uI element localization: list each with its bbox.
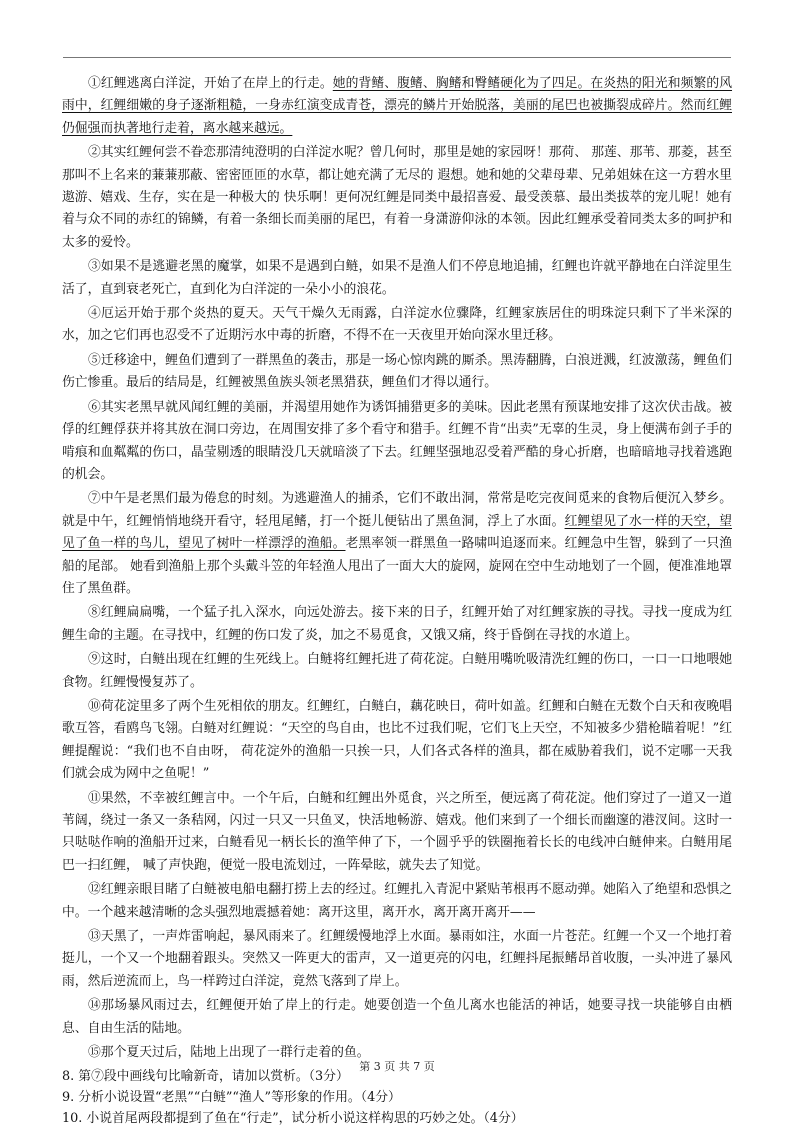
paragraph-13 bbox=[62, 926, 732, 993]
paragraph-text: ②其实红鲤何尝不眷恋那清纯澄明的白洋淀水呢？曾几何时，那里是她的家园呀！那荷、 那莲、那苇、那菱，甚至那叫不上名来的蒹蒹那蔽、密密匝匝的水草，都让她充满了无尽的 遐想。她和她的父辈母辈、兄弟姐妹在这一方碧水里遨游、嬉戏、生存，实在是一种极大的 快乐啊！更何况红鲤是同类中最招喜爱、最受羡慕、最出类拔萃的宠儿呢！她有着与众不同的赤红的锦鳞，有着一条细长而美丽的尾巴，有着一身潇游仰泳的本领。因此红鲤承受着同类太多的呵护和太多的爱怜。 bbox=[62, 145, 732, 250]
question-8: 8. 第⑦段中画线句比喻新奇，请加以赏析。（3分） bbox=[62, 1069, 349, 1085]
paragraph-9 bbox=[62, 649, 732, 694]
paragraph-10 bbox=[62, 696, 732, 786]
paragraph-text: ③如果不是逃避老黑的魔掌，如果不是遇到白鲢，如果不是渔人们不停息地追捕，红鲤也许就平静地在白洋淀里生活了，直到衰老死亡，直到化为白洋淀的一朵小小的浪花。 bbox=[62, 259, 732, 297]
paragraph-text: ④厄运开始于那个炎热的夏天。天气干燥久无雨露，白洋淀水位骤降，红鲤家族居住的明珠淀只剩下了半米深的水，加之它们再也忍受不了近期污水中毒的折磨，不得不在一天夜里开始向深水里迁移。 bbox=[62, 306, 732, 344]
paragraph-text: ⑤迁移途中，鲤鱼们遭到了一群黑鱼的袭击，那是一场心惊肉跳的厮杀。黑涛翻腾，白浪迸溅，红波激荡，鲤鱼们伤亡惨重。最后的结局是，红鲤被黑鱼族头领老黑猎获，鲤鱼们才得以通行。 bbox=[62, 352, 732, 391]
paragraph-14 bbox=[62, 995, 732, 1040]
story-paragraphs bbox=[62, 73, 732, 1064]
paragraph-1 bbox=[62, 73, 732, 140]
paragraph-5 bbox=[62, 350, 732, 395]
paragraph-text: ⑪果然，不幸被红鲤言中。一个午后，白鲢和红鲤出外觅食，兴之所至，便远离了荷花淀。他们穿过了一道又一道苇阔，绕过一条又一条秸网，闪过一只又一只鱼叉，快活地畅游、嬉戏。他们来到了一个细长而幽邃的港汊间。这时一只哒哒作响的渔船开过来，白鲢看见一柄长长的渔竿伸了下，一个圆乎乎的铁圈拖着长长的电线冲白鲢伸来。白鲢用尾巴一扫红鲤， 喊了声快跑，便觉一股电流划过，一阵晕眩，就失去了知觉。 bbox=[62, 790, 732, 873]
paragraph-text: ⑩荷花淀里多了两个生死相依的朋友。红鲤红，白鲢白，藕花映日，荷叶如盖。红鲤和白鲢在无数个白天和夜晚唱歌互答，看鸥鸟飞翎。白鲢对红鲤说：“天空的鸟自由，也比不过我们呢，它们飞上天空，不知被多少猎枪瞄着呢！”红鲤提醒说：“我们也不自由呀， 荷花淀外的渔船一只挨一只，人们各式各样的渔具，都在威胁着我们，说不定哪一天我们就会成为网中之鱼呢！” bbox=[62, 698, 732, 782]
paragraph-3 bbox=[62, 256, 732, 301]
underlined-text: 在炎热的阳光和频繁的风雨中，红鲤细嫩的身子逐渐粗糙，一身赤红演变成青苍，漂亮的鳞片开始脱落，美丽的尾巴也被撕裂成碎片。然而红鲤仍倔强而执著地行走着，离水越来越远。 bbox=[62, 76, 733, 136]
question-9: 9. 分析小说设置“老黑”“白鲢”“渔人”等形象的作用。（4分） bbox=[62, 1090, 401, 1106]
paragraph-text: ⑮那个夏天过后，陆地上出现了一群行走着的鱼。 bbox=[88, 1045, 370, 1061]
paragraph-text: ①红鲤逃离白洋淀，开始了在岸上的行走。 bbox=[88, 76, 333, 91]
paragraph-7 bbox=[62, 488, 732, 600]
paragraph-text: ⑫红鲤亲眼目睹了白鲢被电船电翻打捞上去的经过。红鲤扎入青泥中紧贴苇根再不愿动弹。她陷入了绝望和恐惧之中。一个越来越清晰的念头强烈地震撼着她：离开这里，离开水，离开离开离开—— bbox=[62, 882, 732, 920]
paragraph-11 bbox=[62, 788, 732, 878]
paragraph-6 bbox=[62, 397, 732, 487]
paragraph-text: ⑧红鲤扁扁嘴，一个猛子扎入深水，向远处游去。接下来的日子，红鲤开始了对红鲤家族的寻找。寻找一度成为红鲤生命的主题。在寻找中，红鲤的伤口发了炎，加之不易觅食，又饿又痛，终于昏倒在寻找的水道上。 bbox=[62, 605, 732, 643]
paragraph-text: ⑥其实老黑早就风闻红鲤的美丽，并渴望用她作为诱饵捕猎更多的美味。因此老黑有预谋地安排了这次伏击战。被俘的红鲤俘获并将其放在洞口旁边，在周围安排了多个看守和猎手。红鲤不肯“出卖”无辜的生灵，身上便满布剑子手的啃痕和血粼粼的伤口，晶莹剔透的眼睛没几天就暗淡了下去。红鲤坚强地忍受着严酷的身心折磨，也暗暗地寻找着逃跑的机会。 bbox=[62, 399, 732, 482]
underlined-text: 红鲤望见了水一样的天空，望见了鱼一样的鸟儿，望见了树叶一样漂浮的渔船。 bbox=[62, 513, 733, 552]
paragraph-text: ⑨这时，白鲢出现在红鲤的生死线上。白鲢将红鲤托进了荷花淀。白鲢用嘴吮吸清洗红鲤的伤口，一口一口地喂她食物。红鲤慢慢复苏了。 bbox=[62, 652, 732, 690]
paragraph-8 bbox=[62, 602, 732, 647]
article-body bbox=[62, 73, 732, 1129]
paragraph-12 bbox=[62, 879, 732, 924]
paragraph-text: ⑭那场暴风雨过去，红鲤便开始了岸上的行走。她要创造一个鱼儿离水也能活的神话，她要寻找一块能够自由栖息、自由生活的陆地。 bbox=[62, 998, 732, 1036]
paragraph-4 bbox=[62, 303, 732, 348]
question-list bbox=[62, 1066, 732, 1129]
paragraph-text: ⑬天黑了，一声炸雷响起，暴风雨来了。红鲤缓慢地浮上水面。暴雨如注，水面一片苍茫。红鲤一个又一个地打着挺儿，一个又一个地翻着跟头。突然又一阵更大的雷声，又一道更亮的闪电，红鲤抖尾振鳍昂首收腹，一头冲进了暴风雨，然后逆流而上，鸟一样跨过白洋淀，竟然飞落到了岸上。 bbox=[62, 929, 732, 989]
paragraph-text: 老黑率领一群黑鱼一路啸叫追逐而来。红鲤急中生智，躲到了一只渔船的尾部。 她看到渔船上那个头戴斗笠的年轻渔人甩出了一面大大的旋网，旋网在空中生动地划了一个圆，便准准地罩住了黑鱼群。 bbox=[62, 536, 733, 596]
question-10: 10. 小说首尾两段都提到了鱼在“行走”，试分析小说这样构思的巧妙之处。（4分） bbox=[62, 1111, 524, 1127]
page-footer: 第 3 页 共 7 页 bbox=[359, 1060, 435, 1073]
header-rule bbox=[63, 57, 731, 58]
paragraph-text: ⑦中午是老黑们最为倦怠的时刻。为逃避渔人的捕杀，它们不敢出洞，常常是吃完夜间觅来的食物后便沉入梦乡。就是中午，红鲤悄悄地绕开看守，轻甩尾鳍，打一个挺儿便钻出了黑鱼洞，浮上了水面。 bbox=[62, 491, 732, 529]
paragraph-2 bbox=[62, 142, 732, 254]
underlined-text: 她的背鳍、腹鳍、胸鳍和臀鳍硬化为了四足。 bbox=[332, 76, 591, 91]
